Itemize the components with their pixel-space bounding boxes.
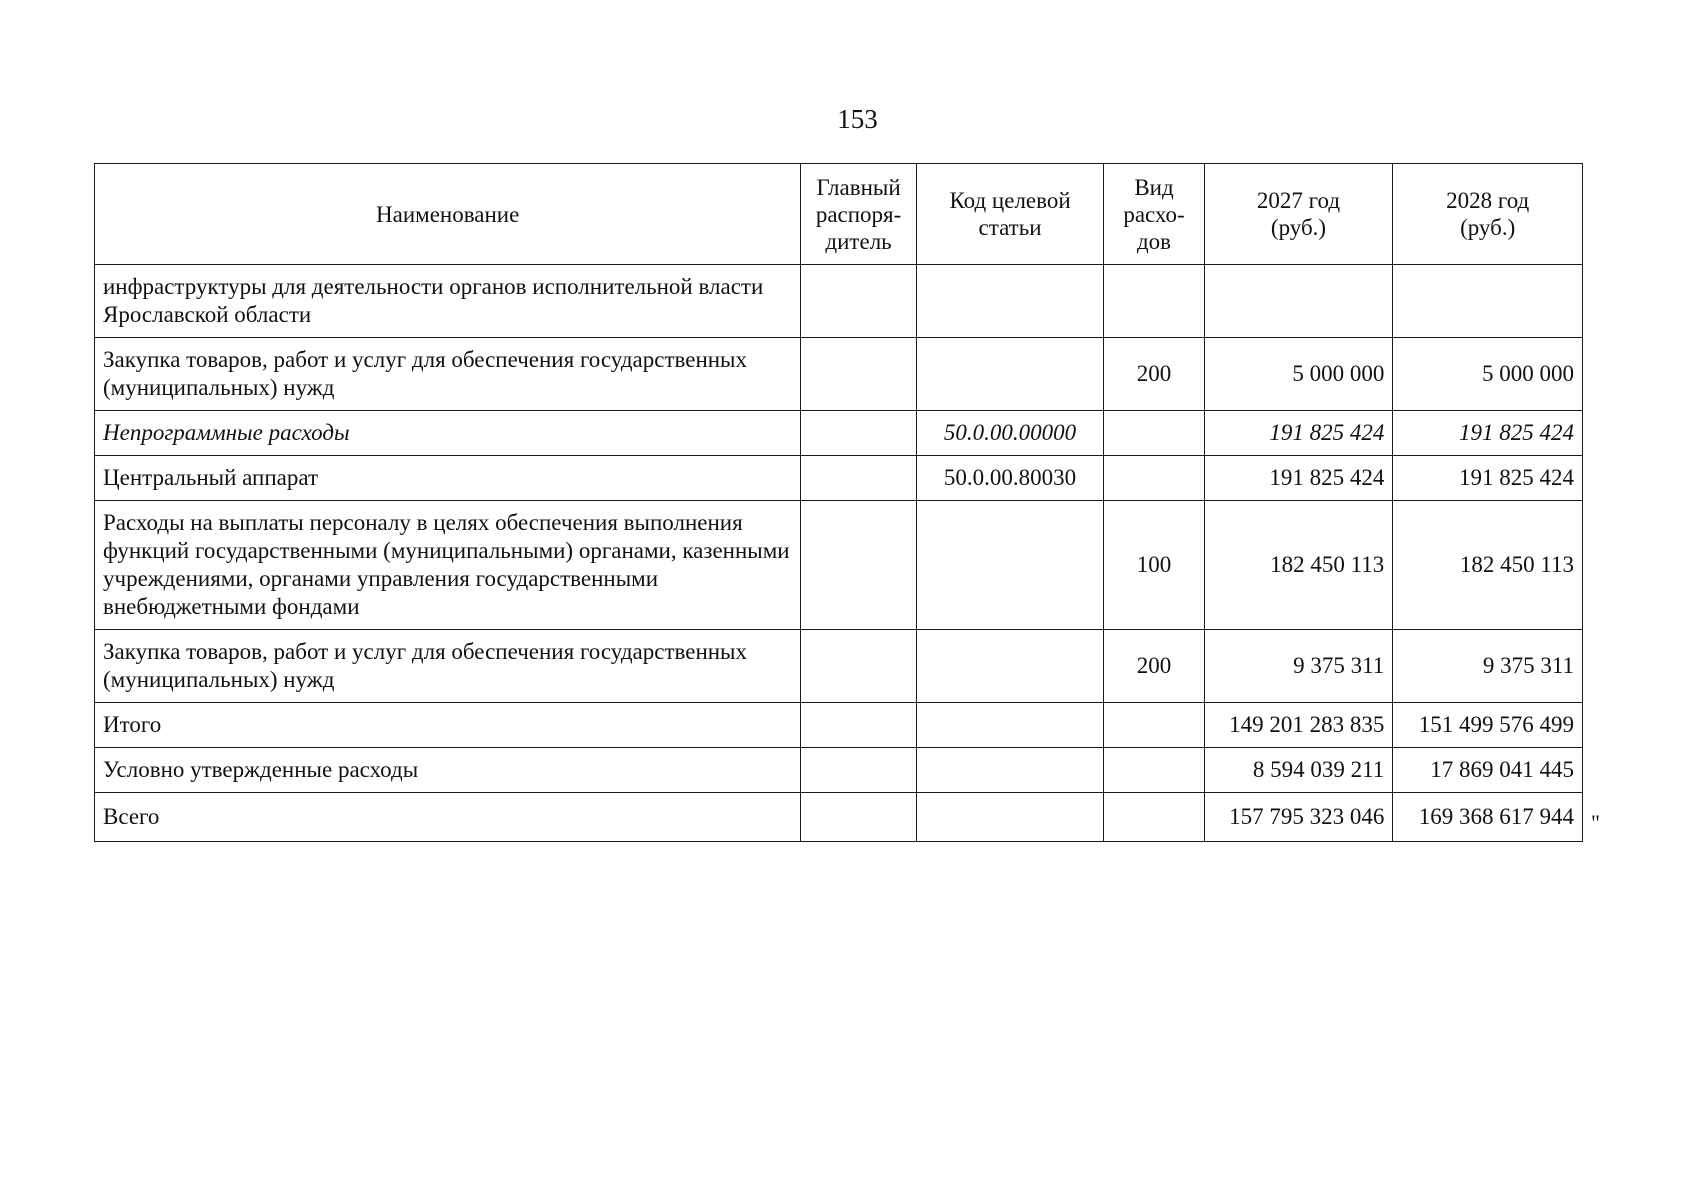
table-row [95, 338, 1583, 411]
row-2028: 17 869 041 445 [1393, 748, 1583, 793]
table-row-grand-total [95, 793, 1583, 842]
row-kind [1104, 411, 1204, 456]
row-code [916, 793, 1104, 842]
table-row-total [95, 703, 1583, 748]
row-name: Закупка товаров, работ и услуг для обеспечения государственных (муниципальных) нужд [95, 338, 801, 411]
table-row [95, 265, 1583, 338]
table-row [95, 630, 1583, 703]
table-row [95, 411, 1583, 456]
row-code [916, 501, 1104, 630]
row-manager [801, 411, 916, 456]
row-2027: 191 825 424 [1204, 456, 1393, 501]
row-manager [801, 338, 916, 411]
row-manager [801, 703, 916, 748]
row-name: Расходы на выплаты персоналу в целях обеспечения выполнения функций государственными (муниципальными) органами, казенными учреждениями, органами управления государственными внебюджетными фондами [95, 501, 801, 630]
header-name: Наименование [95, 164, 801, 265]
row-2027: 182 450 113 [1204, 501, 1393, 630]
row-kind [1104, 793, 1204, 842]
header-manager: Главный распоря- дитель [801, 164, 916, 265]
row-2027: 149 201 283 835 [1204, 703, 1393, 748]
row-2027 [1204, 265, 1393, 338]
row-kind: 200 [1104, 630, 1204, 703]
row-name: Итого [95, 703, 801, 748]
row-manager [801, 265, 916, 338]
row-2028: 5 000 000 [1393, 338, 1583, 411]
row-2028: 169 368 617 944 [1393, 793, 1583, 842]
row-2028: 182 450 113 [1393, 501, 1583, 630]
row-name: Непрограммные расходы [95, 411, 801, 456]
row-2027: 157 795 323 046 [1204, 793, 1393, 842]
row-manager [801, 748, 916, 793]
closing-quote: " [1591, 810, 1600, 835]
table-row [95, 501, 1583, 630]
row-kind [1104, 748, 1204, 793]
row-2028: 9 375 311 [1393, 630, 1583, 703]
budget-table [94, 163, 1583, 842]
row-code [916, 338, 1104, 411]
row-2027: 9 375 311 [1204, 630, 1393, 703]
row-2027: 5 000 000 [1204, 338, 1393, 411]
row-code [916, 630, 1104, 703]
row-name: Центральный аппарат [95, 456, 801, 501]
row-kind [1104, 703, 1204, 748]
header-code: Код целевой статьи [916, 164, 1104, 265]
row-kind [1104, 456, 1204, 501]
row-manager [801, 793, 916, 842]
row-2028: 191 825 424 [1393, 411, 1583, 456]
row-kind: 200 [1104, 338, 1204, 411]
row-name: инфраструктуры для деятельности органов исполнительной власти Ярославской области [95, 265, 801, 338]
row-code [916, 265, 1104, 338]
table-header-row [95, 164, 1583, 265]
row-name: Условно утвержденные расходы [95, 748, 801, 793]
row-2028: 191 825 424 [1393, 456, 1583, 501]
row-manager [801, 501, 916, 630]
row-kind [1104, 265, 1204, 338]
header-2028: 2028 год (руб.) [1393, 164, 1583, 265]
row-code [916, 703, 1104, 748]
row-manager [801, 456, 916, 501]
row-name: Закупка товаров, работ и услуг для обеспечения государственных (муниципальных) нужд [95, 630, 801, 703]
row-manager [801, 630, 916, 703]
row-code: 50.0.00.00000 [916, 411, 1104, 456]
row-2027: 8 594 039 211 [1204, 748, 1393, 793]
header-2027: 2027 год (руб.) [1204, 164, 1393, 265]
row-name: Всего [95, 793, 801, 842]
header-kind: Вид расхо- дов [1104, 164, 1204, 265]
page-number: 153 [837, 104, 878, 134]
table-row-conditional [95, 748, 1583, 793]
row-2028 [1393, 265, 1583, 338]
table-row [95, 456, 1583, 501]
row-2028: 151 499 576 499 [1393, 703, 1583, 748]
row-2027: 191 825 424 [1204, 411, 1393, 456]
row-kind: 100 [1104, 501, 1204, 630]
row-code [916, 748, 1104, 793]
row-code: 50.0.00.80030 [916, 456, 1104, 501]
